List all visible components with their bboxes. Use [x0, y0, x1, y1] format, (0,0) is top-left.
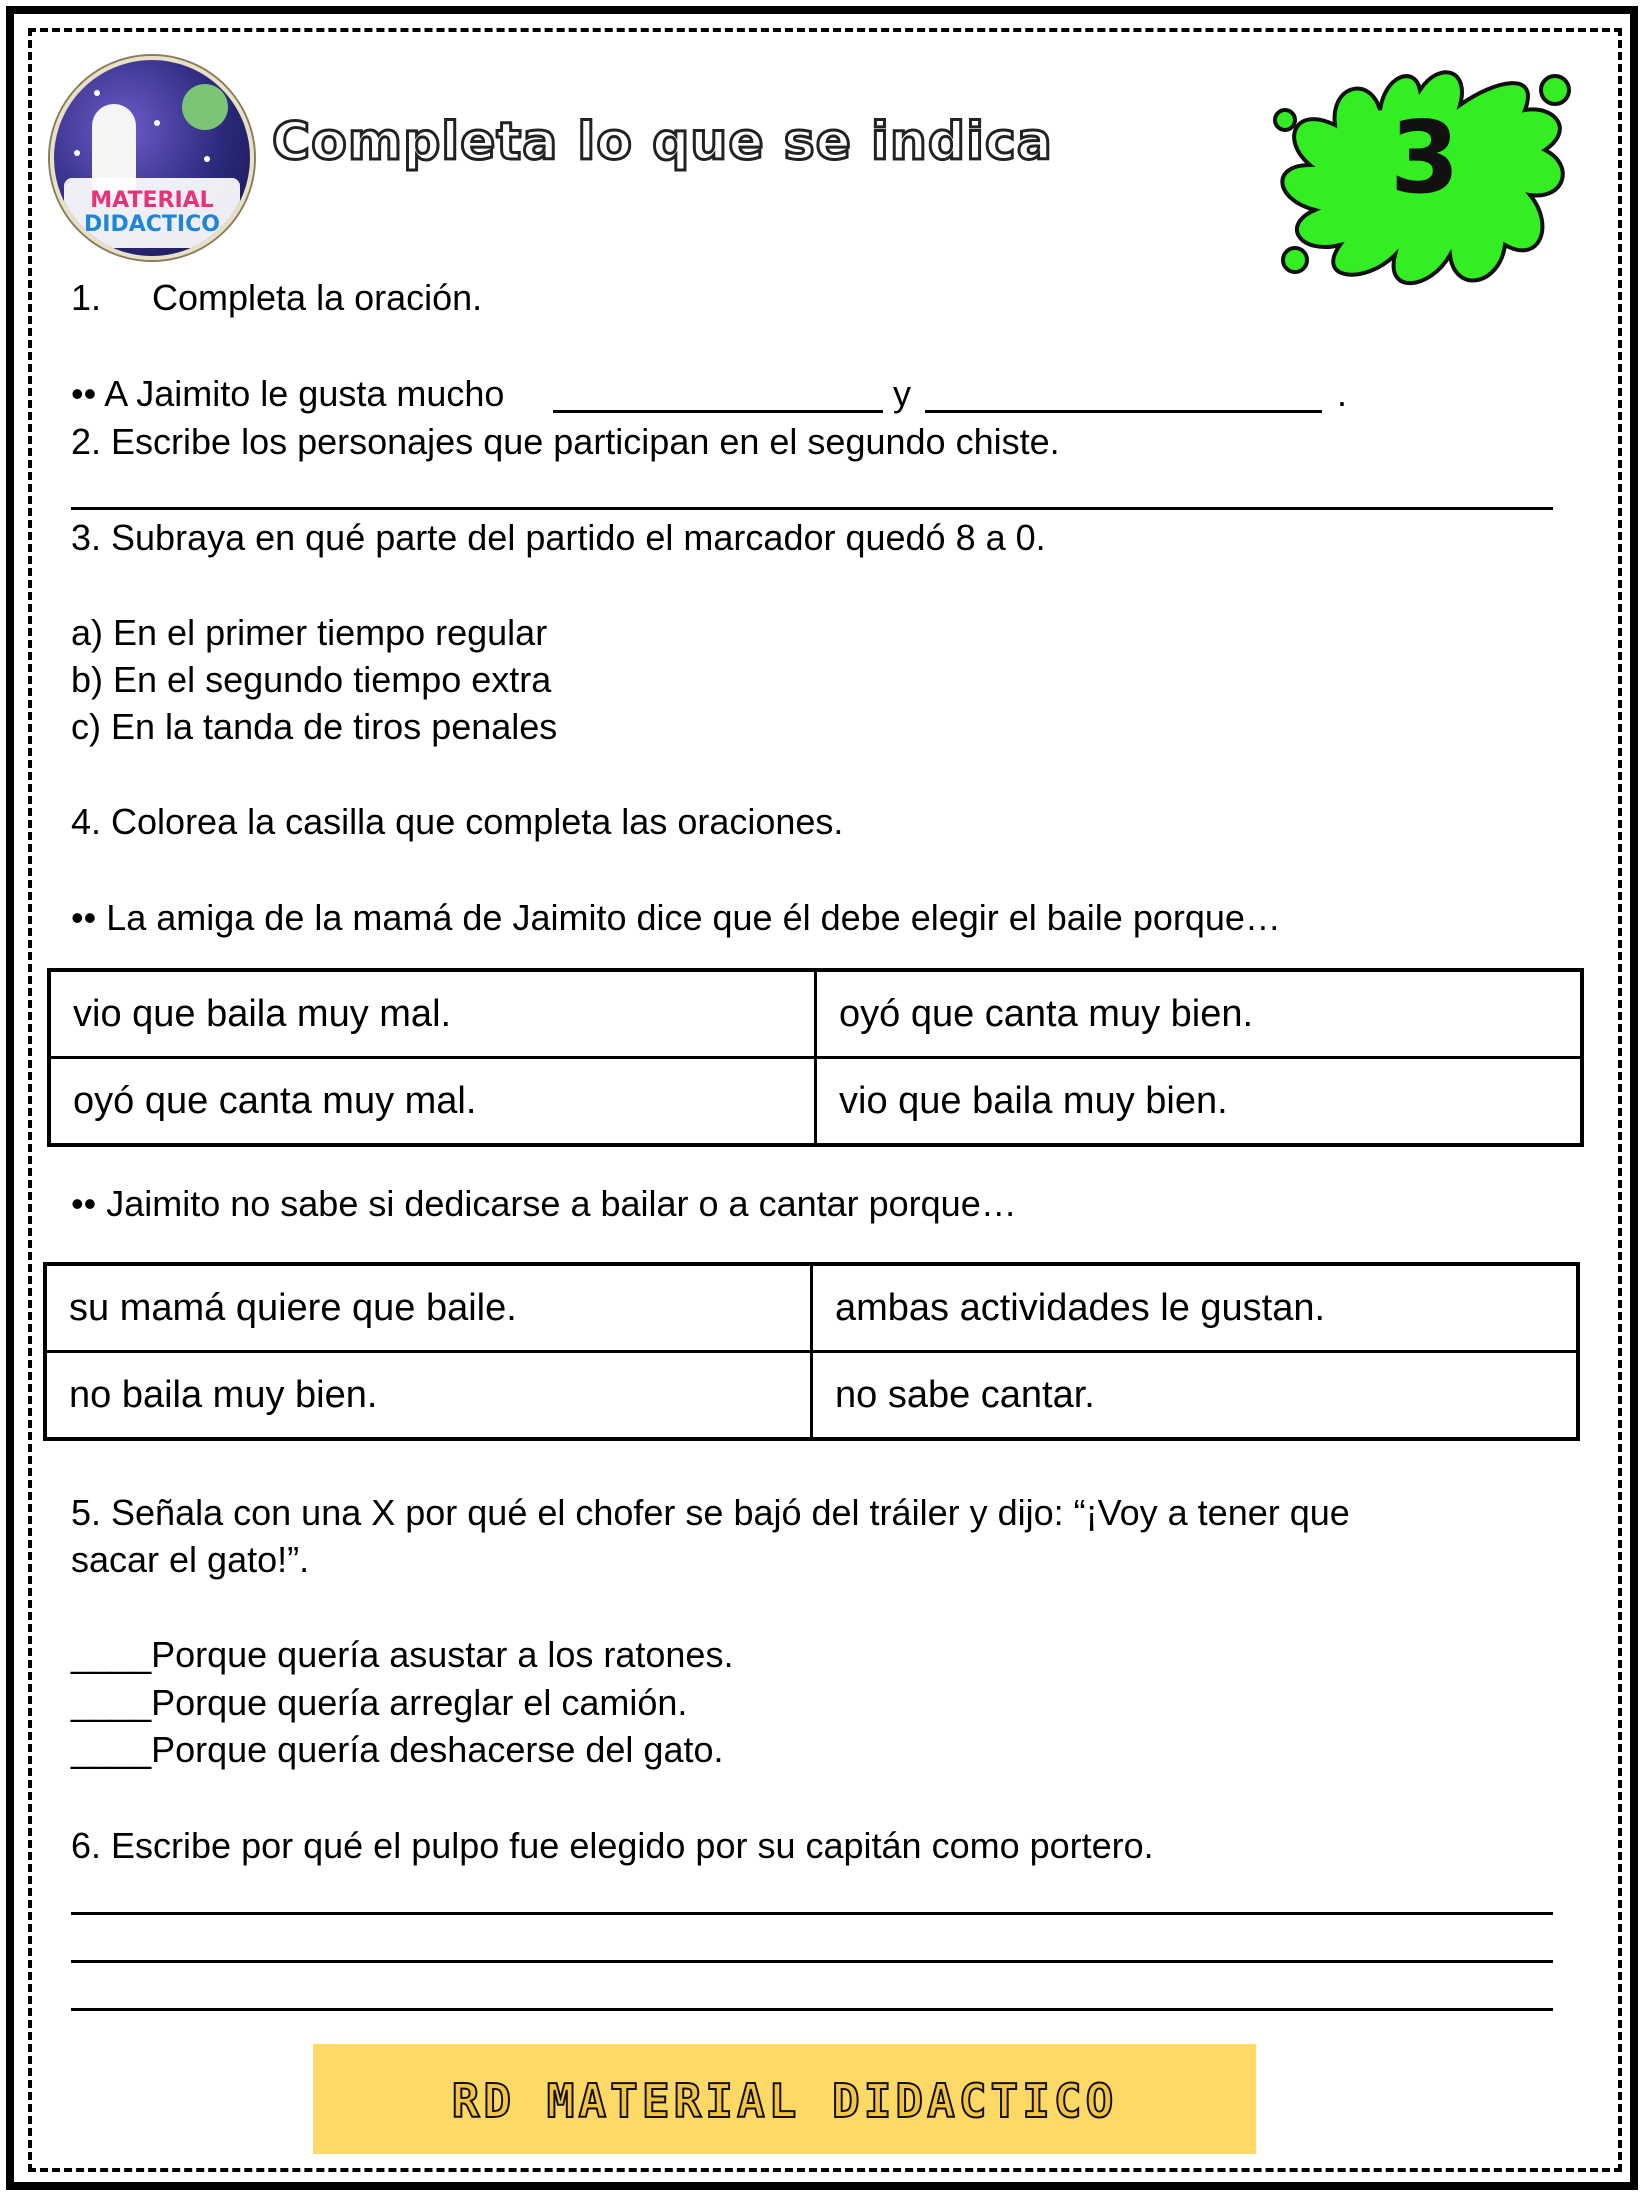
q5-option[interactable]	[71, 1681, 687, 1725]
q4-t1-cell[interactable]: oyó que canta muy mal.	[49, 1058, 816, 1146]
q3-option-b[interactable]: b) En el segundo tiempo extra	[71, 659, 552, 700]
q5-option[interactable]	[71, 1633, 733, 1677]
star-icon	[94, 90, 100, 96]
q4-t2-cell[interactable]: ambas actividades le gustan.	[812, 1264, 1579, 1352]
q5-option-text: Porque quería arreglar el camión.	[151, 1682, 688, 1723]
q6-answer-line[interactable]	[71, 2008, 1553, 2011]
logo-line1: MATERIAL	[90, 188, 214, 213]
table-row	[49, 1058, 1582, 1146]
logo-line2: DIDACTICO	[84, 212, 220, 237]
q2-label: 2. Escribe los personajes que participan en el segundo chiste.	[71, 421, 1060, 462]
table-row	[45, 1264, 1578, 1352]
q1-label: Completa la oración.	[152, 277, 483, 318]
q1-sentence: •• A Jaimito le gusta mucho	[71, 373, 505, 414]
q1-connector: y	[893, 373, 911, 414]
badge-number: 3	[1390, 99, 1460, 216]
q5-option-text: Porque quería asustar a los ratones.	[151, 1634, 734, 1675]
q5-blank[interactable]: ____	[71, 1729, 152, 1770]
q4-t1-cell[interactable]: vio que baila muy bien.	[816, 1058, 1583, 1146]
q1-end: .	[1337, 373, 1348, 414]
star-icon	[154, 120, 160, 126]
q1-blank-1[interactable]	[553, 410, 883, 413]
q3-option-c[interactable]: c) En la tanda de tiros penales	[71, 706, 558, 747]
table-row	[49, 970, 1582, 1058]
q4-label: 4. Colorea la casilla que completa las oraciones.	[71, 801, 844, 842]
planet-icon	[182, 84, 228, 130]
q6-answer-line[interactable]	[71, 1912, 1553, 1915]
q5-option-text: Porque quería deshacerse del gato.	[151, 1729, 724, 1770]
q4-table-2	[43, 1262, 1580, 1441]
q6-label: 6. Escribe por qué el pulpo fue elegido por su capitán como portero.	[71, 1825, 1154, 1866]
logo-badge	[50, 56, 254, 260]
footer-banner-text: RD MATERIAL DIDACTICO	[451, 2074, 1118, 2128]
q5-label-line1: 5. Señala con una X por qué el chofer se bajó del tráiler y dijo: “¡Voy a tener que	[71, 1492, 1350, 1533]
q4-prompt-2: •• Jaimito no sabe si dedicarse a bailar o a cantar porque…	[71, 1183, 1017, 1224]
q5-blank[interactable]: ____	[71, 1682, 152, 1723]
q4-t2-cell[interactable]: no baila muy bien.	[45, 1352, 812, 1440]
q5-option[interactable]	[71, 1728, 724, 1772]
q4-t2-cell[interactable]: no sabe cantar.	[812, 1352, 1579, 1440]
q1-blank-2[interactable]	[925, 410, 1322, 413]
q1-number: 1.	[71, 277, 102, 318]
table-row	[45, 1352, 1578, 1440]
q4-t2-cell[interactable]: su mamá quiere que baile.	[45, 1264, 812, 1352]
q4-t1-cell[interactable]: vio que baila muy mal.	[49, 970, 816, 1058]
q3-label: 3. Subraya en qué parte del partido el marcador quedó 8 a 0.	[71, 517, 1046, 558]
page-title: Completa lo que se indica	[272, 112, 1053, 172]
star-icon	[74, 150, 80, 156]
q5-blank[interactable]: ____	[71, 1634, 152, 1675]
q4-t1-cell[interactable]: oyó que canta muy bien.	[816, 970, 1583, 1058]
footer-banner	[313, 2044, 1256, 2154]
q6-answer-line[interactable]	[71, 1960, 1553, 1963]
q4-prompt-1: •• La amiga de la mamá de Jaimito dice que él debe elegir el baile porque…	[71, 897, 1281, 938]
q2-answer-line[interactable]	[71, 507, 1553, 510]
q4-table-1	[47, 968, 1584, 1147]
q3-option-a[interactable]: a) En el primer tiempo regular	[71, 612, 548, 653]
q5-label-line2: sacar el gato!”.	[71, 1539, 310, 1580]
star-icon	[204, 156, 210, 162]
